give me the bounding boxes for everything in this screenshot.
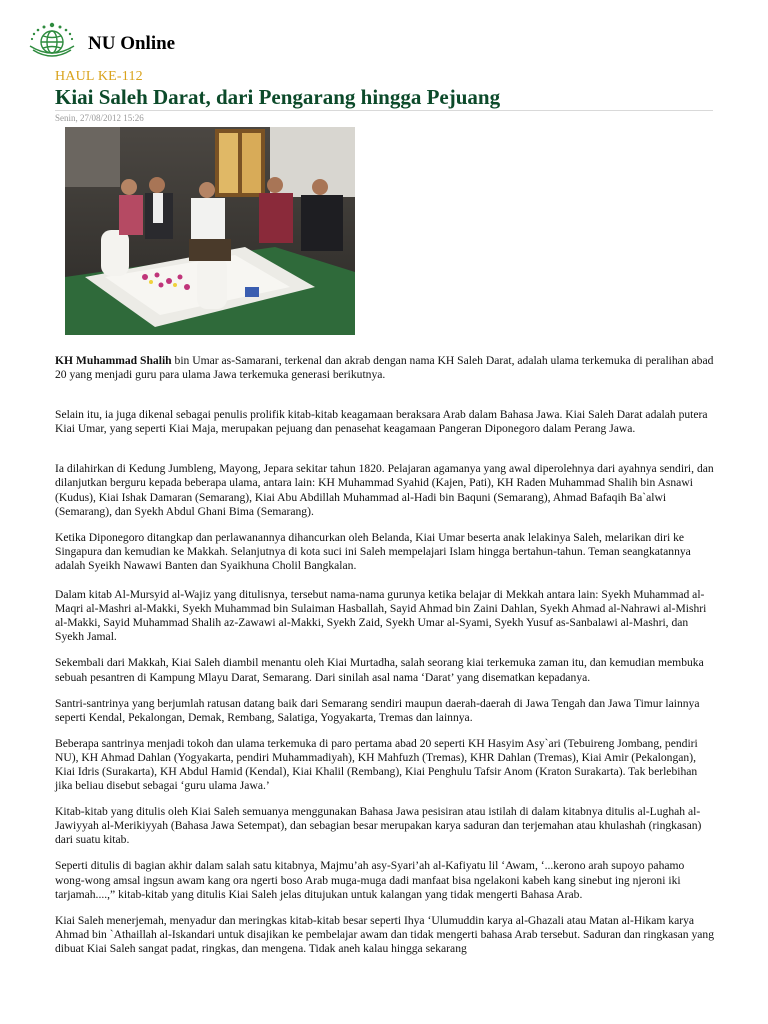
lead-name: KH Muhammad Shalih bbox=[55, 354, 172, 367]
article-paragraph: Santri-santrinya yang berjumlah ratusan datang baik dari Semarang sendiri maupun daerah-daerah di Jawa Tengah dan Jawa Timur lainnya seperti Kendal, Pekalongan, Demak, Rembang, Salatiga, Yogyakarta, Tremas dan lainnya. bbox=[55, 696, 700, 724]
article-title: Kiai Saleh Darat, dari Pengarang hingga Pejuang bbox=[55, 85, 501, 109]
article-lead-paragraph bbox=[55, 354, 715, 382]
article-paragraph: Kiai Saleh menerjemah, menyadur dan meringkas kitab-kitab besar seperti Ihya ‘Ulumuddin karya al-Ghazali atau Matan al-Hikam karya Ahmad bin `Athaillah al-Iskandari untuk disajikan ke pembelajar awam dan tidak mengerti bahasa Arab tersebut. Saduran dan ringkasan yang dibuat Kiai Saleh sangat padat, ringkas, dan mengena. Tidak aneh kalau hingga sekarang bbox=[55, 913, 715, 955]
article-paragraph: Dalam kitab Al-Mursyid al-Wajiz yang ditulisnya, tersebut nama-nama gurunya ketika belajar di Mekkah antara lain: Syekh Muhammad al-Maqri al-Mashri al-Makki, Syekh Muhammad bin Sulaiman Hasballah, Sayid Ahmad bin Zaini Dahlan, Syekh Ahmad al-Nahrawi al-Mishri al-Makki, Sayid Muhammad Shalih az-Zawawi al-Makki, Syekh Zaid, Syekh Umar al-Syami, Syekh Yusuf as-Sanbalawi al-Mashri, dan Syekh Jamal. bbox=[55, 588, 707, 644]
article-body bbox=[55, 354, 715, 968]
title-divider bbox=[55, 110, 713, 111]
article-paragraph: Ia dilahirkan di Kedung Jumbleng, Mayong, Jepara sekitar tahun 1820. Pelajaran agamanya yang awal diperolehnya dari ayahnya sendiri, dan dilanjutkan berguru kepada beberapa ulama, antara lain: KH Muhammad Syahid (Kajen, Pati), KH Raden Muhammad Shalih bin Asnawi (Kudus), Kiai Ishak Damaran (Semarang), Kiai Abu Abdillah Muhammad al-Hadi bin Baquni (Semarang), Ahmad Bafaqih Ba`alwi (Semarang), dan Syekh Abdul Ghani Bima (Semarang). bbox=[55, 462, 714, 518]
article-kicker: HAUL KE-112 bbox=[55, 69, 143, 84]
article-paragraph: Kitab-kitab yang ditulis oleh Kiai Saleh semuanya menggunakan Bahasa Jawa pesisiran atau istilah di dalam kitabnya ditulis al-Lughah al-Jawiyyah al-Merikiyyah (Bahasa Jawa Setempat), dan sebagian besar merupakan karya saduran dan terjemahan atau khulashah (ringkasan) dari suatu kitab. bbox=[55, 805, 702, 847]
article-paragraph: Sekembali dari Makkah, Kiai Saleh diambil menantu oleh Kiai Murtadha, salah seorang kiai terkemuka zaman itu, dan kemudian membuka sebuah pesantren di Kampung Mlayu Darat, Semarang. Dari sinilah asal nama ‘Darat’ yang disematkan kepadanya. bbox=[55, 656, 704, 684]
article-paragraph: Selain itu, ia juga dikenal sebagai penulis prolifik kitab-kitab keagamaan beraksara Arab dalam Bahasa Jawa. Kiai Saleh Darat adalah putera Kiai Umar, yang seperti Kiai Maja, merupakan pejuang dan penasehat keagamaan Pangeran Diponegoro dalam Perang Jawa. bbox=[55, 408, 708, 436]
article-date: Senin, 27/08/2012 15:26 bbox=[55, 113, 144, 123]
article-paragraph: Ketika Diponegoro ditangkap dan perlawanannya dihancurkan oleh Belanda, Kiai Umar beserta anak lelakinya Saleh, melarikan diri ke Singapura dan kemudian ke Makkah. Selanjutnya di kota suci ini Saleh mempelajari Islam hingga bertahun-tahun. Teman seangkatannya adalah Syeikh Nawawi Banten dan Syaikhuna Cholil Bangkalan. bbox=[55, 530, 691, 572]
site-header bbox=[24, 20, 175, 64]
nu-globe-logo-icon[interactable] bbox=[24, 20, 80, 64]
article-photo bbox=[65, 127, 355, 335]
article-paragraph: Seperti ditulis di bagian akhir dalam salah satu kitabnya, Majmu’ah asy-Syari’ah al-Kafiyatu lil ‘Awam, ‘...kerono arah supoyo pahamo wong-wong amsal ingsun awam kang ora ngerti boso Arab muga-muga dadi manfaat bisa ngelakoni kabeh kang sinebut ing njeroni iki tarjamah....,” kitab-kitab yang ditulis Kiai Saleh jelas ditujukan untuk kalangan yang tidak mengerti Bahasa Arab. bbox=[55, 859, 685, 901]
article-photo-illustration bbox=[65, 127, 355, 335]
lead-text: bin Umar as-Samarani, terkenal dan akrab dengan nama KH Saleh Darat, adalah ulama terkemuka di peralihan abad 20 yang menjadi guru para ulama Jawa terkemuka generasi berikutnya. bbox=[55, 354, 714, 382]
article-paragraph: Beberapa santrinya menjadi tokoh dan ulama terkemuka di paro pertama abad 20 seperti KH Hasyim Asy`ari (Tebuireng Jombang, pendiri NU), KH Ahmad Dahlan (Yogyakarta, pendiri Muhammadiyah), KH Mahfuzh (Tremas), KHR Dahlan (Tremas), Kiai Amir (Pekalongan), Kiai Idris (Surakarta), KH Abdul Hamid (Kendal), Kiai Khalil (Rembang), Kiai Penghulu Tafsir Anom (Kraton Surakarta). Tak berlebihan jika beliau disebut sebagai ‘guru ulama Jawa.’ bbox=[55, 736, 698, 793]
site-name[interactable]: NU Online bbox=[88, 33, 176, 54]
